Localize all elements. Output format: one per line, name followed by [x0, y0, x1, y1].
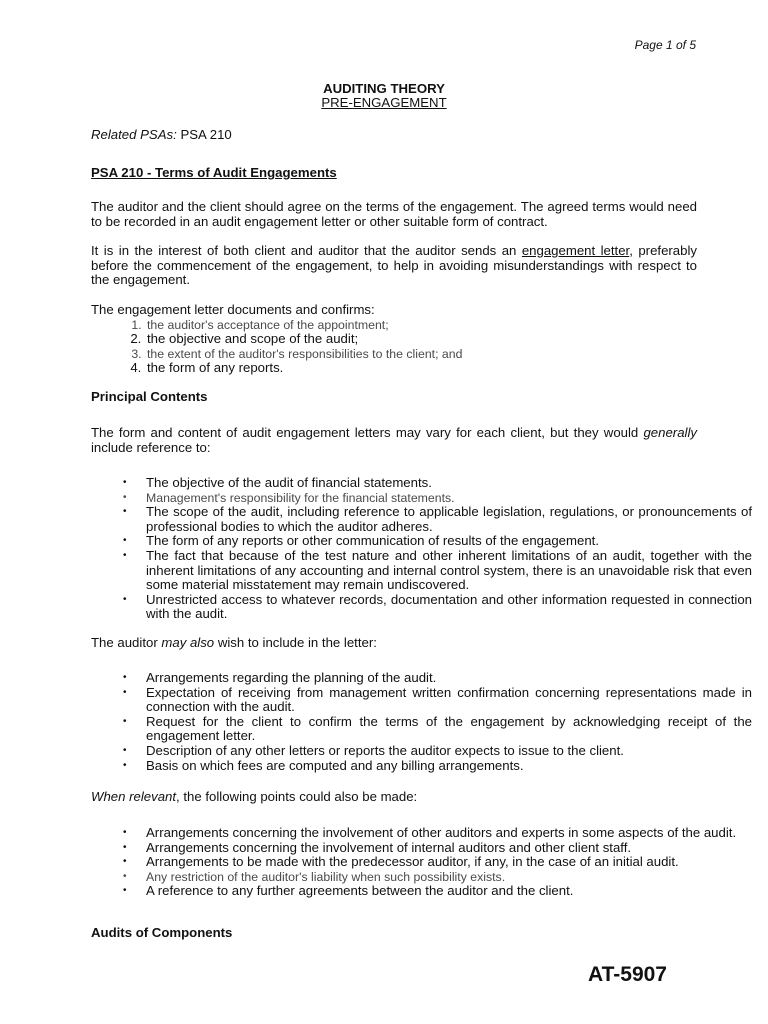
- list-item: • The form of any reports or other communication of results of the engagement.: [146, 534, 752, 549]
- list-item: • Any restriction of the auditor's liability when such possibility exists.: [146, 870, 752, 885]
- principal-contents-intro: [91, 426, 697, 455]
- paragraph-text: The auditor: [91, 635, 162, 650]
- related-psas-label: Related PSAs:: [91, 127, 177, 142]
- page-number: Page 1 of 5: [634, 38, 696, 52]
- when-relevant-list: [91, 826, 752, 899]
- list-item: • The fact that because of the test nature and other inherent limitations of an audit, together with the inherent limitations of any accounting and internal control system, there is an unavoidable risk that even some material misstatement may remain undiscovered.: [146, 549, 752, 593]
- list-item: • Expectation of receiving from management written confirmation concerning representations made in connection with the audit.: [146, 686, 752, 715]
- emphasis-text: may also: [161, 635, 215, 650]
- list-item: 3. the extent of the auditor's responsibilities to the client; and: [145, 347, 697, 362]
- list-item: • The scope of the audit, including reference to applicable legislation, regulations, or pronouncements of professional bodies to which the auditor adheres.: [146, 505, 752, 534]
- list-item: • Management's responsibility for the financial statements.: [146, 491, 752, 506]
- paragraph-text: include reference to:: [91, 439, 211, 455]
- related-psas-value: PSA 210: [180, 127, 232, 142]
- list-item: • Basis on which fees are computed and any billing arrangements.: [146, 759, 752, 774]
- paragraph-text: wish to include in the letter:: [214, 635, 377, 650]
- list-item: • Arrangements to be made with the predecessor auditor, if any, in the case of an initial audit.: [146, 855, 752, 870]
- engagement-letter-term: engagement letter: [521, 243, 630, 258]
- engagement-letter-section: [91, 303, 697, 376]
- list-item: 2. the objective and scope of the audit;: [145, 332, 697, 347]
- engagement-letter-list: [91, 318, 697, 376]
- when-relevant-intro: [91, 790, 697, 805]
- document-title: AUDITING THEORY: [323, 81, 445, 96]
- section-heading: PSA 210 - Terms of Audit Engagements: [91, 165, 337, 180]
- principal-contents-list: [91, 476, 752, 622]
- emphasis-text: generally: [643, 425, 697, 440]
- may-also-list: [91, 671, 752, 773]
- list-item: • Arrangements regarding the planning of the audit.: [146, 671, 752, 686]
- document-code: AT-5907: [588, 963, 667, 986]
- principal-contents-heading: Principal Contents: [91, 389, 208, 404]
- may-also-intro: [91, 636, 697, 651]
- engagement-letter-intro: The engagement letter documents and confirms:: [91, 302, 375, 317]
- list-item: • Arrangements concerning the involvement of internal auditors and other client staff.: [146, 841, 752, 856]
- related-psas: [91, 128, 697, 143]
- list-item: 4. the form of any reports.: [145, 361, 697, 376]
- paragraph-engagement-letter: [91, 244, 697, 288]
- emphasis-text: When relevant: [91, 789, 177, 804]
- list-item: • Unrestricted access to whatever records, documentation and other information requested in connection with the audit.: [146, 593, 752, 622]
- paragraph-text: , the following points could also be made:: [176, 789, 418, 804]
- list-item: 1. the auditor's acceptance of the appointment;: [145, 318, 697, 333]
- document-subtitle: PRE-ENGAGEMENT: [321, 95, 447, 110]
- list-item: • Request for the client to confirm the terms of the engagement by acknowledging receipt of the engagement letter.: [146, 715, 752, 744]
- audits-of-components-heading: Audits of Components: [91, 925, 233, 940]
- paragraph-text: , preferably before the commencement of the engagement, to help in avoiding misunderstandings with respect to the engagement.: [91, 243, 697, 288]
- paragraph-agreement: The auditor and the client should agree on the terms of the engagement. The agreed terms would need to be recorded in an audit engagement letter or other suitable form of contract.: [91, 199, 697, 229]
- paragraph-text: It is in the interest of both client and auditor that the auditor sends an: [91, 243, 522, 258]
- list-item: • Description of any other letters or reports the auditor expects to issue to the client.: [146, 744, 752, 759]
- list-item: • A reference to any further agreements between the auditor and the client.: [146, 884, 752, 899]
- paragraph-text: The form and content of audit engagement letters may vary for each client, but they would: [91, 425, 644, 440]
- list-item: • Arrangements concerning the involvement of other auditors and experts in some aspects of the audit.: [146, 826, 752, 841]
- list-item: • The objective of the audit of financial statements.: [146, 476, 752, 491]
